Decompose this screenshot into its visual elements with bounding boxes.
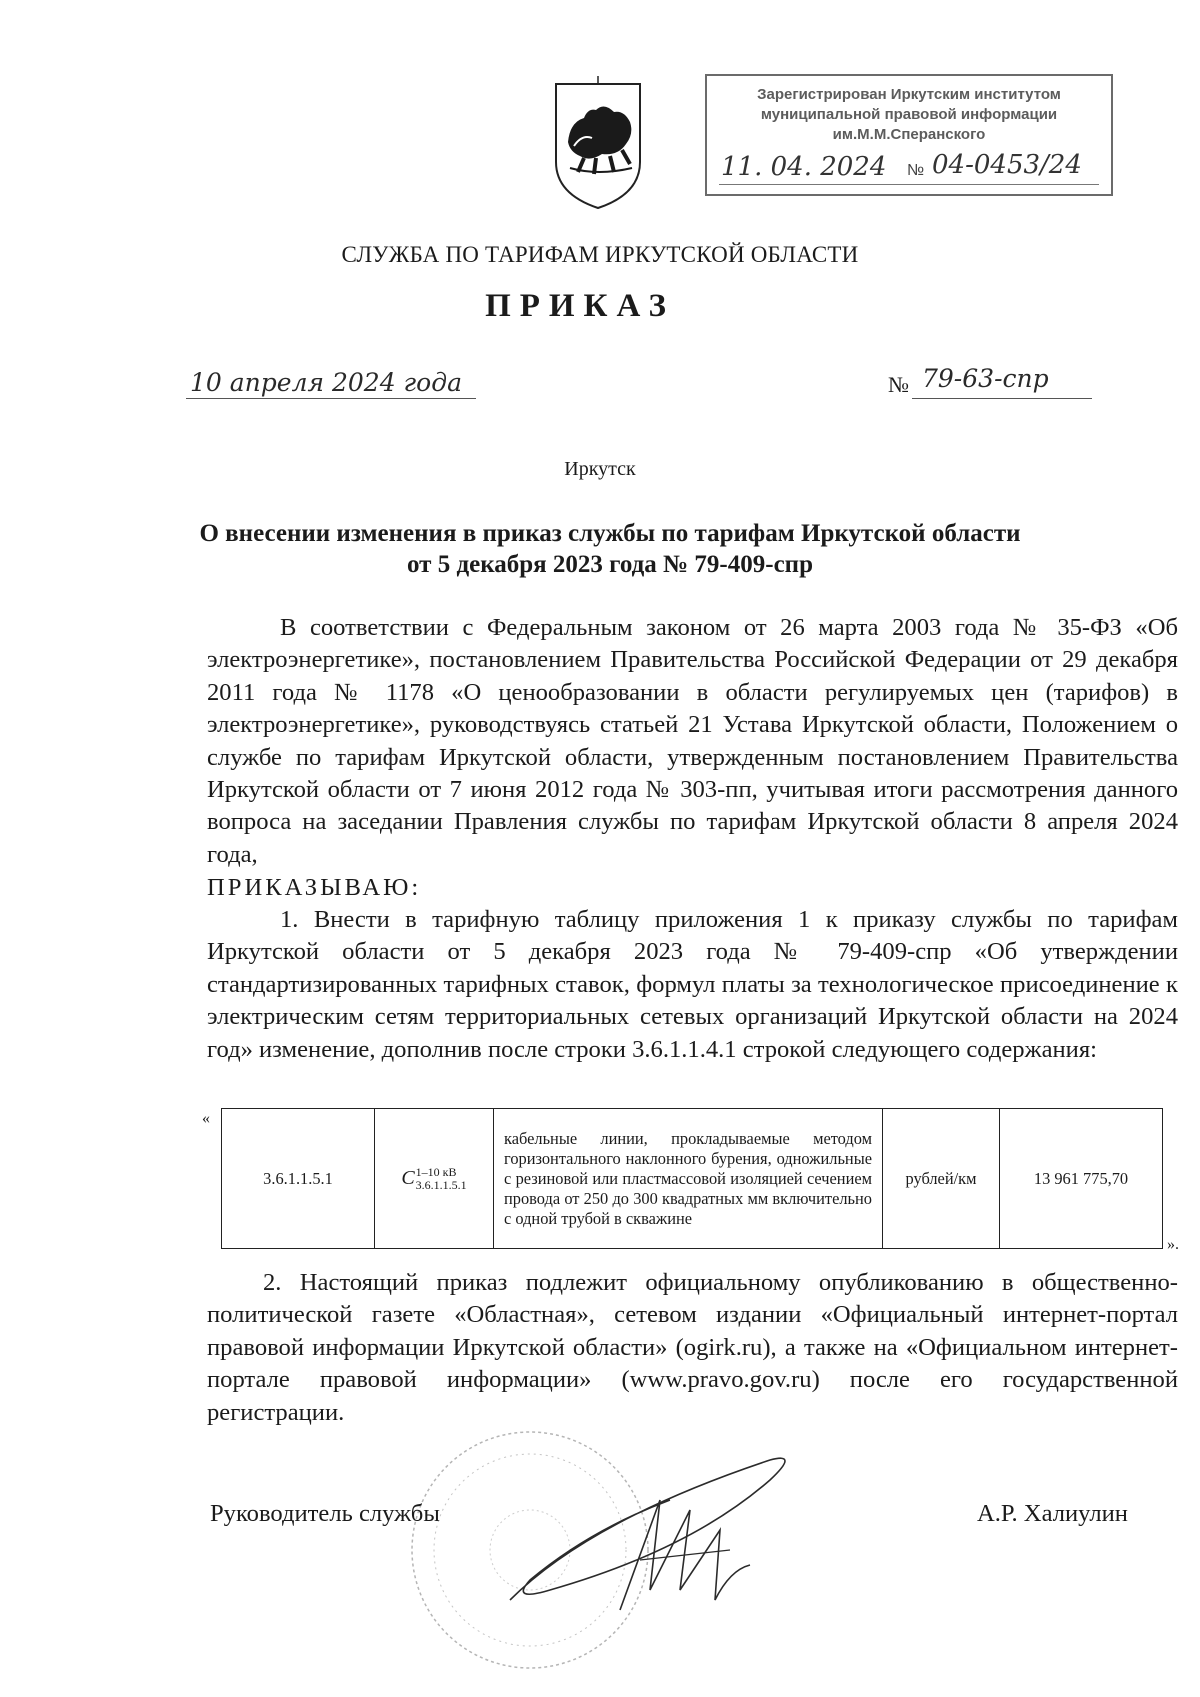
tariff-table: [221, 1108, 1163, 1249]
paragraph-preamble: В соответствии с Федеральным законом от 26 марта 2003 года № 35-ФЗ «Об электроэнергетике», постановлением Правительства Российской Федерации от 29 декабря 2011 года № 1178 «О ценообразовании в области регулируемых цен (тарифов) в электроэнергетике», руководствуясь статьей 21 Устава Иркутской области, Положением о службе по тарифам Иркутской области, утвержденным постановлением Правительства Иркутской области от 7 июня 2012 года № 303-пп, учитывая итоги рассмотрения данного вопроса на заседании Правления службы по тарифам Иркутской области 8 апреля 2024 года,: [207, 614, 1178, 868]
city: Иркутск: [564, 458, 636, 480]
coat-of-arms-icon: [548, 72, 648, 212]
registration-stamp: [705, 74, 1113, 196]
order-date: 10 апреля 2024 года: [190, 368, 462, 397]
order-number-underline: [912, 398, 1092, 399]
stamp-date: 11. 04. 2024: [721, 152, 887, 182]
cell-value: 13 961 775,70: [1000, 1109, 1163, 1249]
paragraph-item-1: 1. Внести в тарифную таблицу приложения 1 к приказу службы по тарифам Иркутской области от 5 декабря 2023 года № 79-409-спр «Об утверждении стандартизированных тарифных ставок, формул платы за технологическое присоединение к электрическим сетям территориальных сетевых организаций Иркутской области на 2024 год» изменение, дополнив после строки 3.6.1.1.4.1 строкой следующего содержания:: [207, 906, 1178, 1063]
paragraph-item-2: 2. Настоящий приказ подлежит официальному опубликованию в общественно-политической газете «Областная», сетевом издании «Официальный интернет-портал правовой информации Иркутской области» (ogirk.ru), а также на «Официальном интернет-портале правовой информации» (www.pravo.gov.ru) после его государственной регистрации.: [207, 1269, 1178, 1426]
table-close-quote: ».: [1167, 1236, 1179, 1253]
symbol-superscript: 1–10 кВ: [415, 1164, 457, 1179]
cell-description: кабельные линии, прокладываемые методом горизонтального наклонного бурения, одножильные с резиновой или пластмассовой изоляцией сечением провода от 250 до 300 квадратных мм включительно с одной трубой в скважине: [494, 1109, 883, 1249]
stamp-line-1: Зарегистрирован Иркутским институтом: [757, 86, 1061, 103]
cell-symbol: [375, 1109, 494, 1249]
stamp-number: 04-0453/24: [932, 150, 1082, 180]
agency-name: СЛУЖБА ПО ТАРИФАМ ИРКУТСКОЙ ОБЛАСТИ: [341, 242, 859, 267]
stamp-line-2: муниципальной правовой информации: [760, 106, 1058, 123]
symbol-letter: C: [401, 1167, 415, 1189]
order-date-underline: [186, 398, 476, 399]
stamp-underline: [719, 184, 1099, 185]
handwritten-signature-icon: [470, 1440, 810, 1630]
document-type: ПРИКАЗ: [485, 288, 675, 324]
signer-name: А.Р. Халиулин: [977, 1500, 1128, 1527]
cell-unit: рублей/км: [883, 1109, 1000, 1249]
order-number: 79-63-спр: [922, 364, 1049, 393]
paragraph-orders: ПРИКАЗЫВАЮ:: [207, 874, 422, 901]
stamp-number-label: №: [907, 162, 925, 179]
signer-role: Руководитель службы: [210, 1500, 440, 1527]
table-row: [222, 1109, 1163, 1249]
stamp-line-3: им.М.М.Сперанского: [832, 126, 986, 143]
document-title: [160, 518, 1060, 580]
order-number-label: №: [888, 372, 909, 397]
title-line-1: О внесении изменения в приказ службы по тарифам Иркутской области: [199, 520, 1021, 547]
symbol-subscript: 3.6.1.1.5.1: [415, 1177, 467, 1192]
title-line-2: от 5 декабря 2023 года № 79-409-спр: [407, 551, 813, 578]
cell-code: 3.6.1.1.5.1: [222, 1109, 375, 1249]
table-open-quote: «: [202, 1110, 210, 1127]
